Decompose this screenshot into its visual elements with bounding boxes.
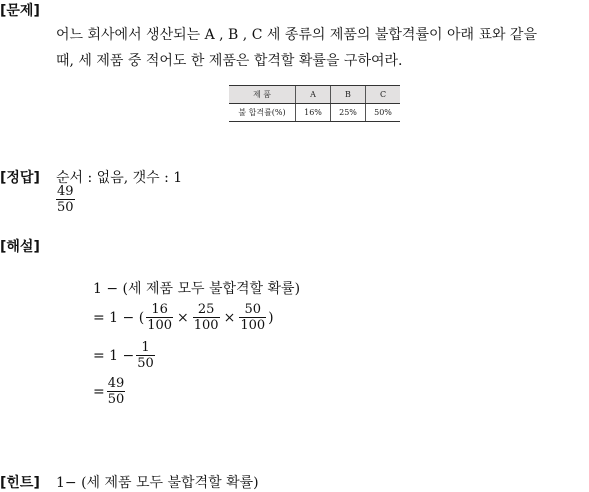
table-row (229, 104, 400, 122)
solution-line2-prefix: = 1 − ( (93, 309, 145, 326)
fraction-denominator: 100 (193, 318, 219, 333)
table-cell: 16% (296, 104, 331, 122)
answer-text: 순서 : 없음, 갯수 : 1 (56, 170, 183, 186)
fraction-numerator: 49 (107, 376, 125, 391)
fraction-numerator: 50 (244, 302, 261, 317)
fraction (239, 302, 266, 333)
solution-line3 (93, 340, 157, 371)
table-header-cell: C (366, 86, 401, 104)
hint-label: [힌트] (0, 475, 40, 491)
fraction-numerator: 1 (141, 340, 150, 355)
problem-label: [문제] (0, 3, 40, 19)
fraction-denominator: 100 (147, 318, 173, 333)
fraction (193, 302, 220, 333)
fraction-denominator: 50 (107, 392, 125, 407)
table-cell: 불 합격률(%) (229, 104, 296, 122)
problem-text-line2: 때, 세 제품 중 적어도 한 제품은 합격할 확률을 구하여라. (56, 53, 403, 69)
times-sign: × (177, 309, 189, 326)
solution-label: [해설] (0, 239, 40, 255)
fraction (146, 302, 173, 333)
fraction-denominator: 50 (137, 356, 154, 371)
answer-fraction (54, 184, 77, 215)
fraction-numerator: 16 (151, 302, 168, 317)
solution-line2 (93, 302, 274, 333)
table-header-cell: A (296, 86, 331, 104)
solution-line4 (93, 376, 127, 407)
table-header-cell: 제 품 (229, 86, 296, 104)
solution-line4-prefix: = (93, 383, 105, 400)
answer-label: [정답] (0, 170, 40, 186)
fraction-numerator: 49 (57, 184, 74, 199)
fraction-denominator: 50 (57, 200, 74, 215)
defect-rate-table (229, 85, 400, 122)
solution-line1: 1 − (세 제품 모두 불합격할 확률) (93, 281, 301, 297)
times-sign: × (223, 309, 236, 326)
fraction-numerator: 25 (197, 302, 215, 317)
table-cell: 25% (331, 104, 366, 122)
table-cell: 50% (366, 104, 401, 122)
table-header-row (229, 86, 400, 104)
table-header-cell: B (331, 86, 366, 104)
fraction-denominator: 100 (240, 318, 266, 333)
solution-line2-suffix: ) (268, 309, 274, 326)
fraction (136, 340, 155, 371)
solution-line3-prefix: = 1 − (93, 347, 135, 364)
fraction (107, 376, 126, 407)
problem-text-line1: 어느 회사에서 생산되는 A , B , C 세 종류의 제품의 불합격률이 아래 표와 같을 (56, 27, 537, 43)
hint-text: 1− (세 제품 모두 불합격할 확률) (56, 475, 259, 491)
